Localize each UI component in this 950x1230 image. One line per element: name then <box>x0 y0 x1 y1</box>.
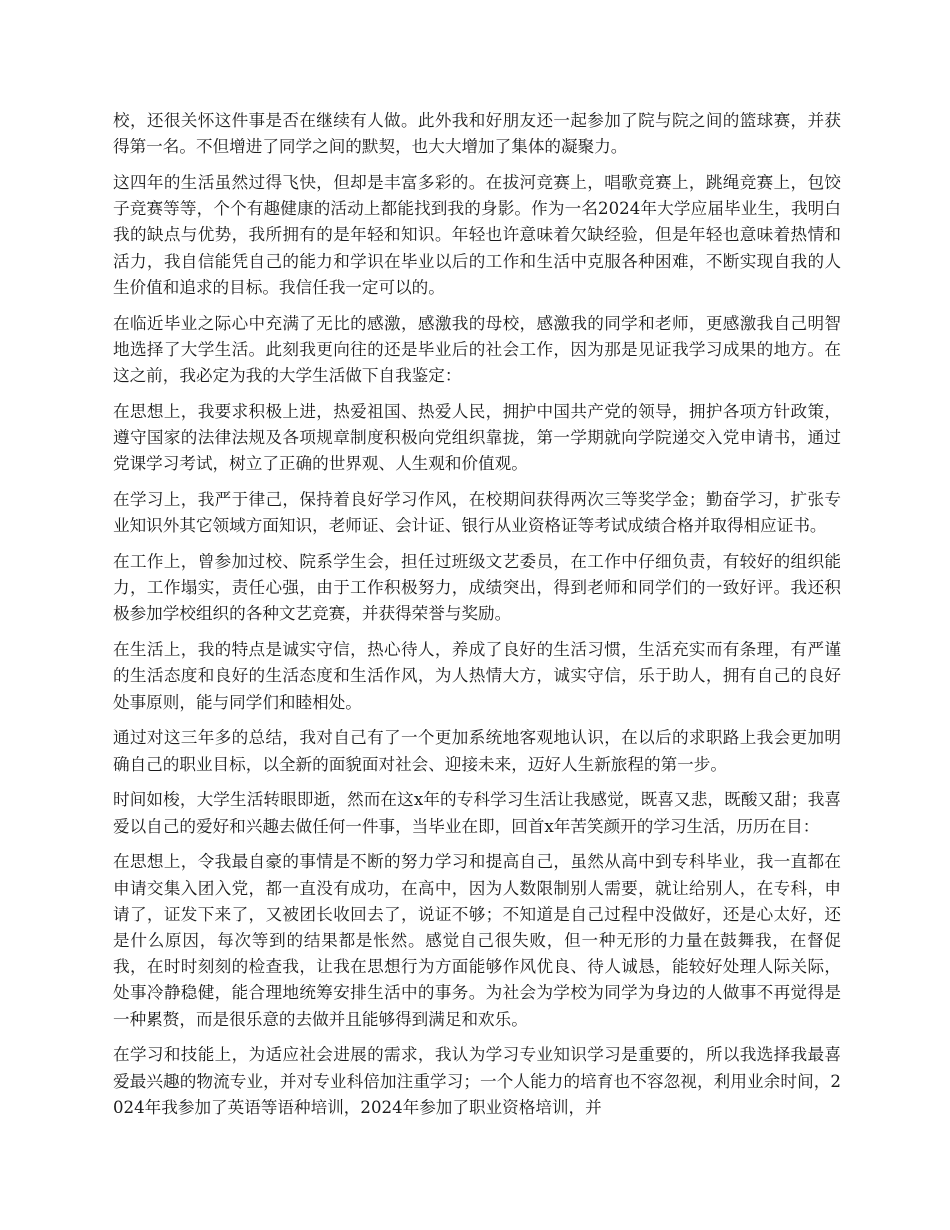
paragraph-9: 时间如梭，大学生活转眼即逝，然而在这x年的专科学习生活让我感觉，既喜又悲，既酸又甜；我喜爱以自己的爱好和兴趣去做任何一件事，当毕业在即，回首x年苦笑颜开的学习生活，历历在目： <box>113 790 841 836</box>
paragraph-10: 在思想上，令我最自豪的事情是不断的努力学习和提高自己，虽然从高中到专科毕业，我一直都在申请交集入团入党，都一直没有成功，在高中，因为人数限制别人需要，就让给别人，在专科，申请了，证发下来了，又被团长收回去了，说证不够；不知道是自己过程中没做好，还是心太好，还是什么原因，每次等到的结果都是怅然。感觉自己很失败，但一种无形的力量在鼓舞我，在督促我，在时时刻刻的检查我，让我在思想行为方面能够作风优良、待人诚恳，能较好处理人际关际，处事冷静稳健，能合理地统筹安排生活中的事务。为社会为学校为同学为身边的人做事不再觉得是一种累赘，而是很乐意的去做并且能够得到满足和欢乐。 <box>113 852 841 1029</box>
paragraph-6: 在工作上，曾参加过校、院系学生会，担任过班级文艺委员，在工作中仔细负责，有较好的组织能力，工作塌实，责任心强，由于工作积极努力，成绩突出，得到老师和同学们的一致好评。我还积极参加学校组织的各种文艺竞赛，并获得荣誉与奖励。 <box>113 552 841 624</box>
document-body <box>113 108 841 1131</box>
paragraph-11: 在学习和技能上，为适应社会进展的需求，我认为学习专业知识学习是重要的，所以我选择我最喜爱最兴趣的物流专业，并对专业科倍加注重学习；一个人能力的培育也不容忽视，利用业余时间，2024年我参加了英语等语种培训，2024年参加了职业资格培训，并 <box>113 1045 841 1117</box>
paragraph-7: 在生活上，我的特点是诚实守信，热心待人，养成了良好的生活习惯，生活充实而有条理，有严谨的生活态度和良好的生活态度和生活作风，为人热情大方，诚实守信，乐于助人，拥有自己的良好处事原则，能与同学们和睦相处。 <box>113 640 841 712</box>
paragraph-1: 校，还很关怀这件事是否在继续有人做。此外我和好朋友还一起参加了院与院之间的篮球赛，并获得第一名。不但增进了同学之间的默契，也大大增加了集体的凝聚力。 <box>113 111 841 157</box>
paragraph-3: 在临近毕业之际心中充满了无比的感激，感激我的母校，感激我的同学和老师，更感激我自己明智地选择了大学生活。此刻我更向往的还是毕业后的社会工作，因为那是见证我学习成果的地方。在这之前，我必定为我的大学生活做下自我鉴定： <box>113 313 841 386</box>
paragraph-2: 这四年的生活虽然过得飞快，但却是丰富多彩的。在拔河竞赛上，唱歌竞赛上，跳绳竞赛上，包饺子竞赛等等，个个有趣健康的活动上都能找到我的身影。作为一名2024年大学应届毕业生，我明白我的缺点与优势，我所拥有的是年轻和知识。年轻也许意味着欠缺经验，但是年轻也意味着热情和活力，我自信能凭自己的能力和学识在毕业以后的工作和生活中克服各种困难，不断实现自我的人生价值和追求的目标。我信任我一定可以的。 <box>113 173 841 297</box>
paragraph-4: 在思想上，我要求积极上进，热爱祖国、热爱人民，拥护中国共产党的领导，拥护各项方针政策，遵守国家的法律法规及各项规章制度积极向党组织靠拢，第一学期就向学院递交入党申请书，通过党课学习考试，树立了正确的世界观、人生观和价值观。 <box>113 401 841 474</box>
paragraph-5: 在学习上，我严于律己，保持着良好学习作风，在校期间获得两次三等奖学金；勤奋学习，扩张专业知识外其它领域方面知识，老师证、会计证、银行从业资格证等考试成绩合格并取得相应证书。 <box>113 490 841 536</box>
paragraph-8: 通过对这三年多的总结，我对自己有了一个更加系统地客观地认识，在以后的求职路上我会更加明确自己的职业目标，以全新的面貌面对社会、迎接未来，迈好人生新旅程的第一步。 <box>113 728 841 774</box>
